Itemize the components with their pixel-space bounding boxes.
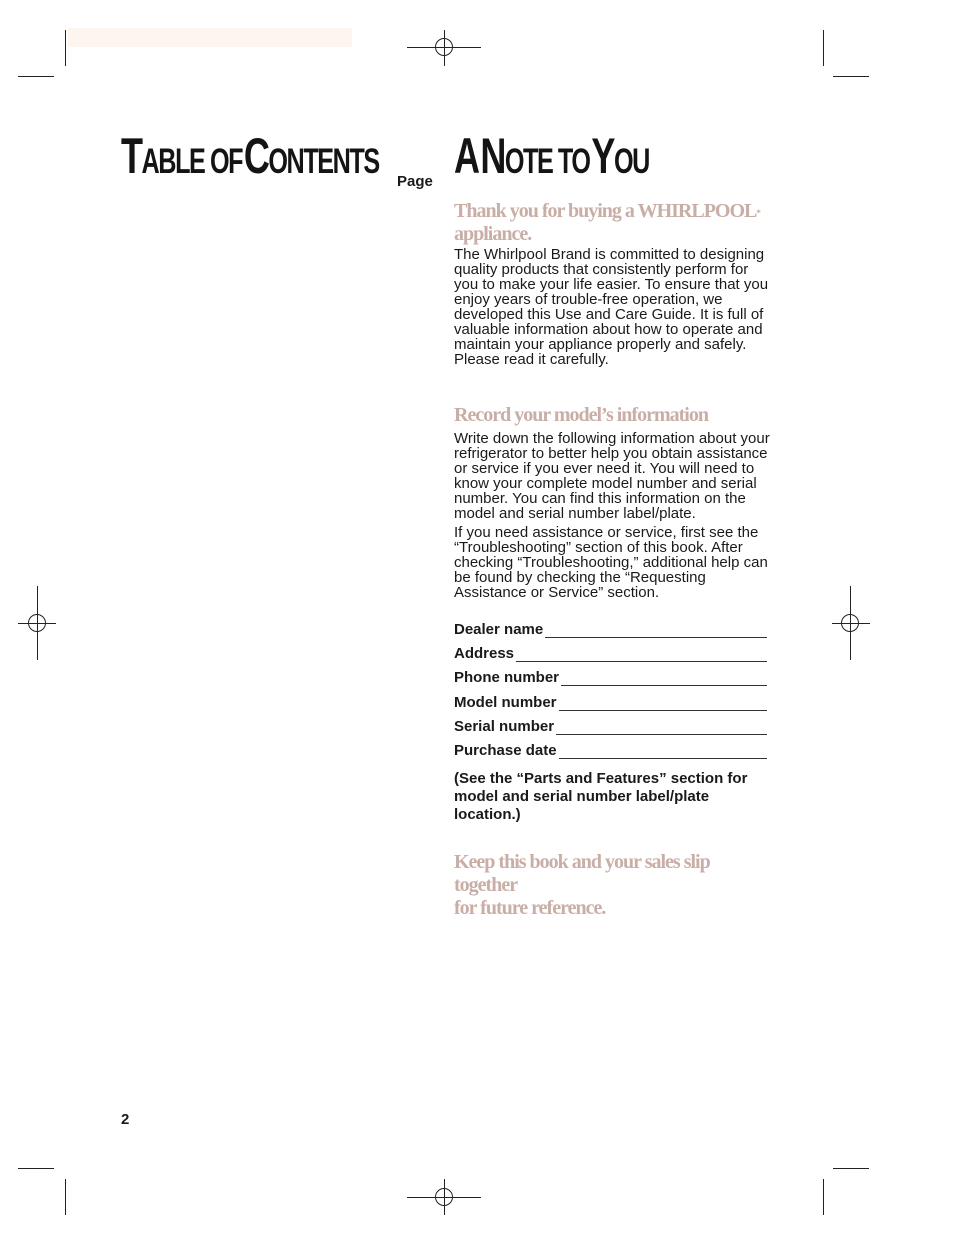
crop-mark-br-h [833, 1168, 869, 1169]
crop-mark-br-v [823, 1179, 824, 1215]
page-number: 2 [121, 1111, 130, 1128]
address-field[interactable]: Address [454, 644, 767, 662]
crop-mark-tl-h [18, 76, 54, 77]
crop-mark-tl-v [65, 30, 66, 66]
header-tint-bar [68, 28, 352, 47]
crop-mark-bl-h [18, 1168, 54, 1169]
record-info-section [454, 404, 770, 600]
label-location-note: (See the “Parts and Features” section for model and serial number label/plate location.) [454, 770, 748, 823]
crop-mark-tr-h [833, 76, 869, 77]
model-number-field[interactable]: Model number [454, 693, 767, 711]
toc-page-column-label: Page [397, 173, 433, 190]
serial-number-field[interactable]: Serial number [454, 717, 767, 735]
thank-you-section [454, 200, 770, 367]
note-title: A NOTE TO YOU [454, 128, 649, 184]
record-info-heading: Record your model’s information [454, 404, 708, 426]
crop-mark-tr-v [823, 30, 824, 66]
record-info-para2: If you need assistance or service, first see the “Troubleshooting” section of this book. After checking “Troubleshooting,” additional help can be found by checking the “Requesting Assistance or Service” section. [454, 524, 768, 601]
purchase-date-field[interactable]: Purchase date [454, 741, 767, 759]
toc-title: TABLE OF CONTENTS [121, 128, 379, 184]
dealer-name-field[interactable]: Dealer name [454, 620, 767, 638]
thank-you-heading: Thank you for buying a WHIRLPOOL* appliance. [454, 200, 760, 245]
phone-number-field[interactable]: Phone number [454, 668, 767, 686]
closing-heading: Keep this book and your sales slip together for future reference. [454, 851, 710, 919]
thank-you-body: The Whirlpool Brand is committed to designing quality products that consistently perform for you to make your life easier. To ensure that you enjoy years of trouble-free operation, we developed this Use and Care Guide. It is full of valuable information about how to operate and maintain your appliance properly and safely. Please read it carefully. [454, 246, 769, 368]
record-info-para1: Write down the following information about your refrigerator to better help you obtain assistance or service if you ever need it. You will need to know your complete model number and serial number. You can find this information on the model and serial number label/plate. [454, 430, 770, 522]
crop-mark-bl-v [65, 1179, 66, 1215]
